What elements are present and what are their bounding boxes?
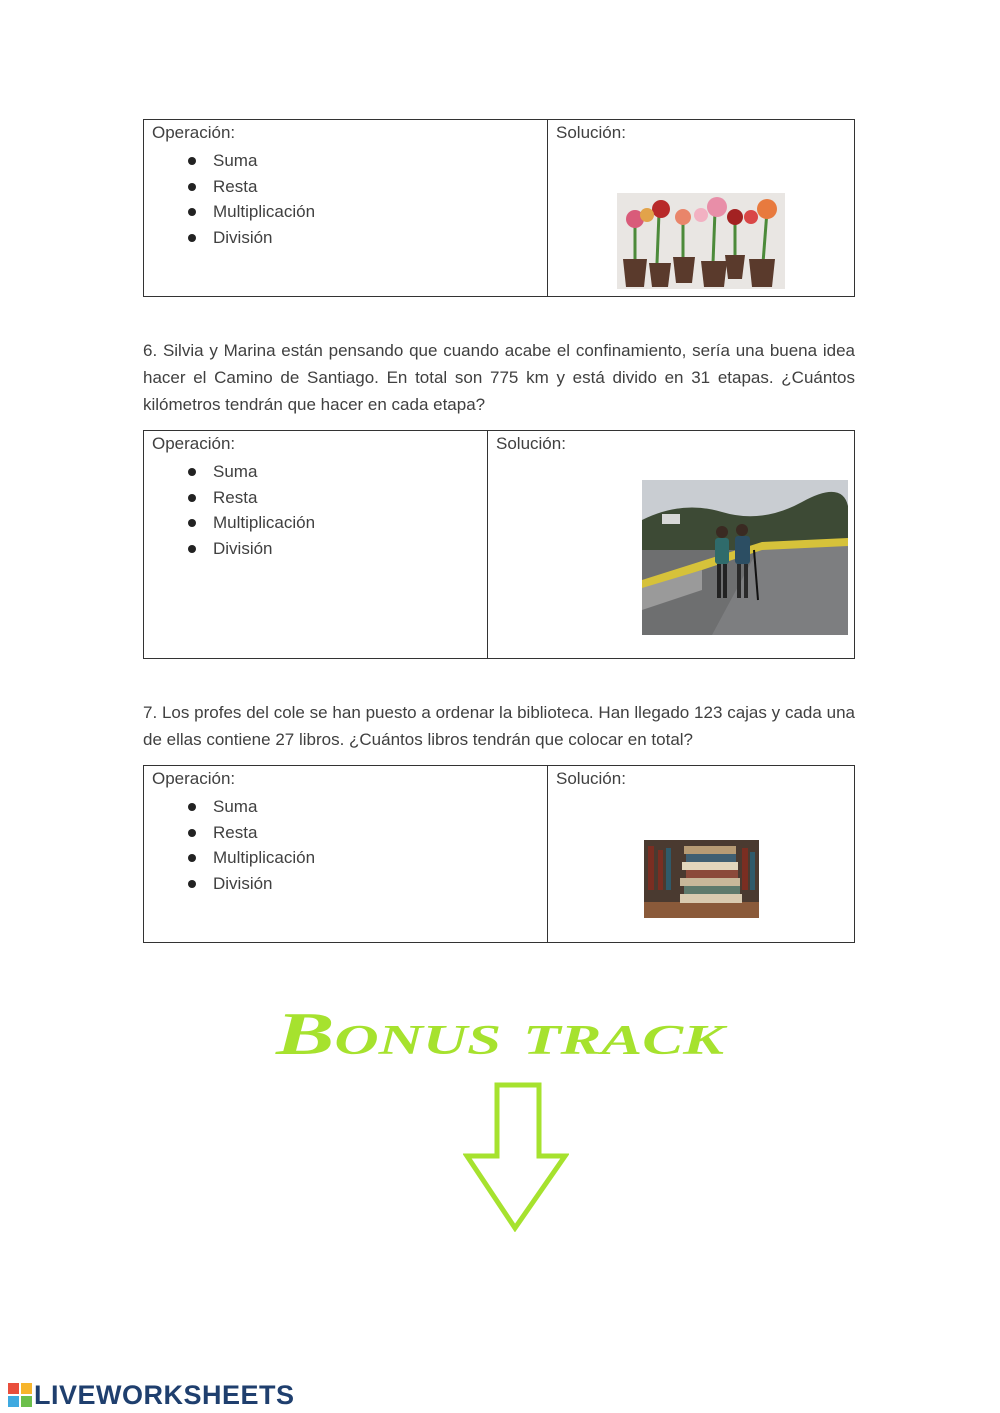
option-division[interactable]: División — [152, 871, 315, 897]
bullet-icon — [188, 519, 196, 527]
operation-label: Operación: — [152, 123, 236, 142]
bullet-icon — [188, 545, 196, 553]
logo-icon — [8, 1383, 32, 1407]
option-suma[interactable]: Suma — [152, 459, 315, 485]
flower-pots-photo — [617, 193, 785, 289]
box-divider — [487, 431, 488, 658]
exercise7-box — [143, 765, 855, 943]
liveworksheets-logo[interactable] — [8, 1380, 295, 1410]
hikers-photo — [642, 480, 848, 635]
operation-label: Operación: — [152, 769, 236, 788]
bullet-icon — [188, 157, 196, 165]
operation-options — [152, 459, 315, 561]
option-division[interactable]: División — [152, 536, 315, 562]
option-resta[interactable]: Resta — [152, 820, 315, 846]
exercise6-box — [143, 430, 855, 659]
question-6: 6. Silvia y Marina están pensando que cuando acabe el confinamiento, sería una buena idea hacer el Camino de Santiago. En total son 775 km y está divido en 31 etapas. ¿Cuántos kilómetros tendrán que hacer en cada etapa? — [143, 341, 855, 414]
operation-label: Operación: — [152, 434, 236, 453]
solution-label: Solución: — [496, 434, 566, 453]
bonus-title — [273, 1000, 728, 1064]
box-divider — [547, 766, 548, 942]
option-resta[interactable]: Resta — [152, 485, 315, 511]
bullet-icon — [188, 468, 196, 476]
operation-options — [152, 148, 315, 250]
box-divider — [547, 120, 548, 296]
bullet-icon — [188, 494, 196, 502]
down-arrow-icon — [463, 1082, 569, 1232]
bullet-icon — [188, 803, 196, 811]
solution-label: Solución: — [556, 123, 626, 142]
exercise5-box — [143, 119, 855, 297]
bullet-icon — [188, 880, 196, 888]
option-multiplicacion[interactable]: Multiplicación — [152, 199, 315, 225]
option-suma[interactable]: Suma — [152, 794, 315, 820]
bullet-icon — [188, 854, 196, 862]
operation-options — [152, 794, 315, 896]
option-resta[interactable]: Resta — [152, 174, 315, 200]
bonus-title-text: Bonus track — [274, 1001, 728, 1064]
bullet-icon — [188, 183, 196, 191]
bullet-icon — [188, 234, 196, 242]
book-stack-photo — [644, 840, 759, 918]
option-multiplicacion[interactable]: Multiplicación — [152, 845, 315, 871]
option-suma[interactable]: Suma — [152, 148, 315, 174]
option-division[interactable]: División — [152, 225, 315, 251]
solution-label: Solución: — [556, 769, 626, 788]
option-multiplicacion[interactable]: Multiplicación — [152, 510, 315, 536]
question-7: 7. Los profes del cole se han puesto a ordenar la biblioteca. Han llegado 123 cajas y cada una de ellas contiene 27 libros. ¿Cuántos libros tendrán que colocar en total? — [143, 703, 855, 749]
bullet-icon — [188, 829, 196, 837]
bullet-icon — [188, 208, 196, 216]
logo-text: LIVEWORKSHEETS — [34, 1379, 295, 1410]
